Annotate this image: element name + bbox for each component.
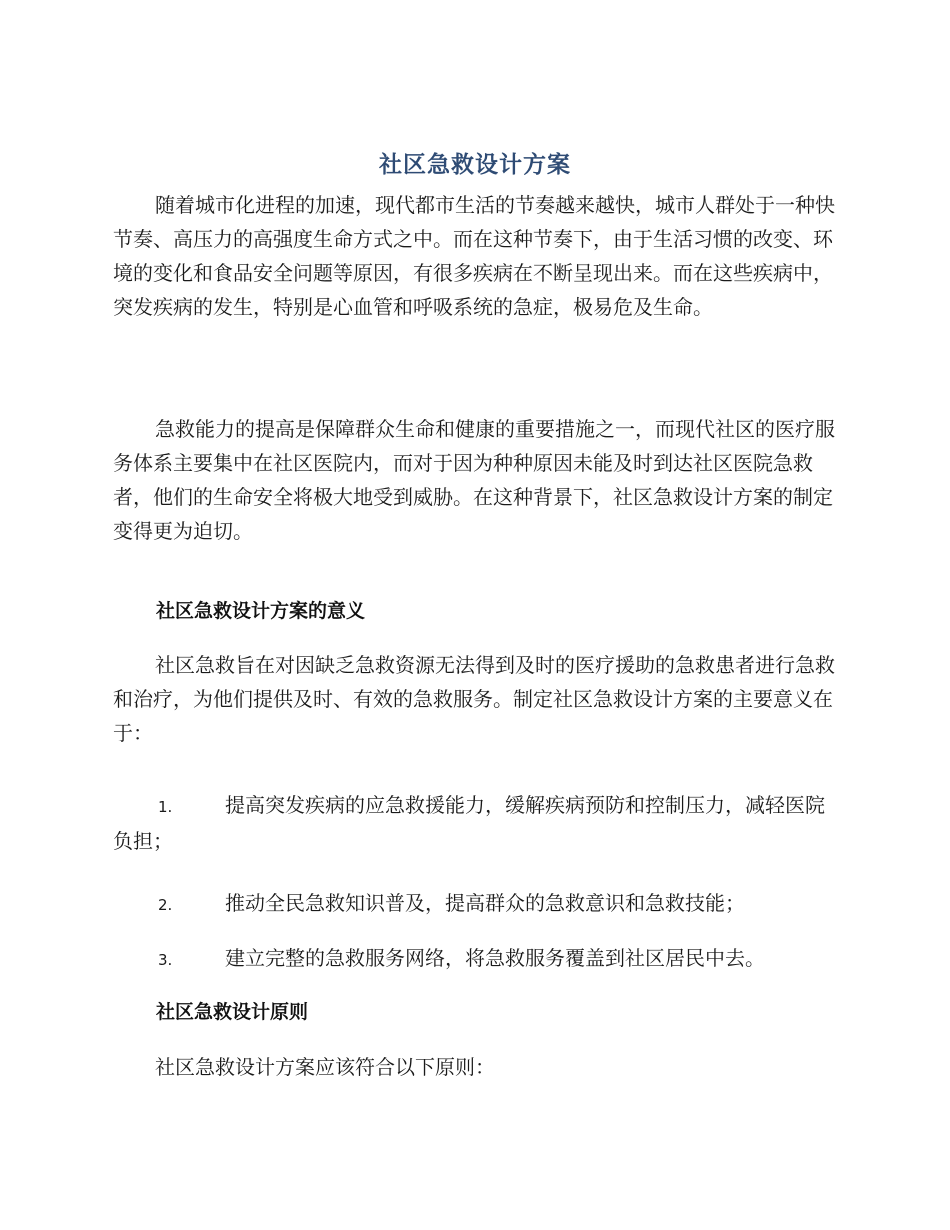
significance-intro-paragraph: 社区急救旨在对因缺乏急救资源无法得到及时的医疗援助的急救患者进行急救和治疗，为他们提供及时、有效的急救服务。制定社区急救设计方案的主要意义在于：	[113, 653, 835, 745]
intro-paragraph-1: 随着城市化进程的加速，现代都市生活的节奏越来越快，城市人群处于一种快节奏、高压力的高强度生命方式之中。而在这种节奏下，由于生活习惯的改变、环境的变化和食品安全问题等原因，有很多疾病在不断呈现出来。而在这些疾病中，突发疾病的发生，特别是心血管和呼吸系统的急症，极易危及生命。	[113, 193, 835, 319]
document-title: 社区急救设计方案	[379, 152, 571, 178]
principles-intro-paragraph: 社区急救设计方案应该符合以下原则：	[155, 1055, 495, 1079]
list-item	[113, 886, 835, 922]
list-item-text: 推动全民急救知识普及，提高群众的急救意识和急救技能；	[225, 891, 745, 915]
list-item-text: 建立完整的急救服务网络，将急救服务覆盖到社区居民中去。	[225, 946, 765, 970]
section-heading-significance: 社区急救设计方案的意义	[156, 600, 366, 622]
list-item-text: 提高突发疾病的应急救援能力，缓解疾病预防和控制压力，减轻医院负担；	[113, 793, 825, 853]
intro-paragraph-2: 急救能力的提高是保障群众生命和健康的重要措施之一，而现代社区的医疗服务体系主要集中在社区医院内，而对于因为种种原因未能及时到达社区医院急救者，他们的生命安全将极大地受到威胁。在这种背景下，社区急救设计方案的制定变得更为迫切。	[113, 417, 835, 543]
list-item-number: 1.	[158, 798, 173, 816]
list-item-number: 3.	[158, 951, 173, 969]
list-item	[113, 788, 835, 858]
list-item-number: 2.	[158, 896, 173, 914]
list-item	[113, 941, 835, 977]
section-heading-principles: 社区急救设计原则	[156, 1001, 309, 1023]
